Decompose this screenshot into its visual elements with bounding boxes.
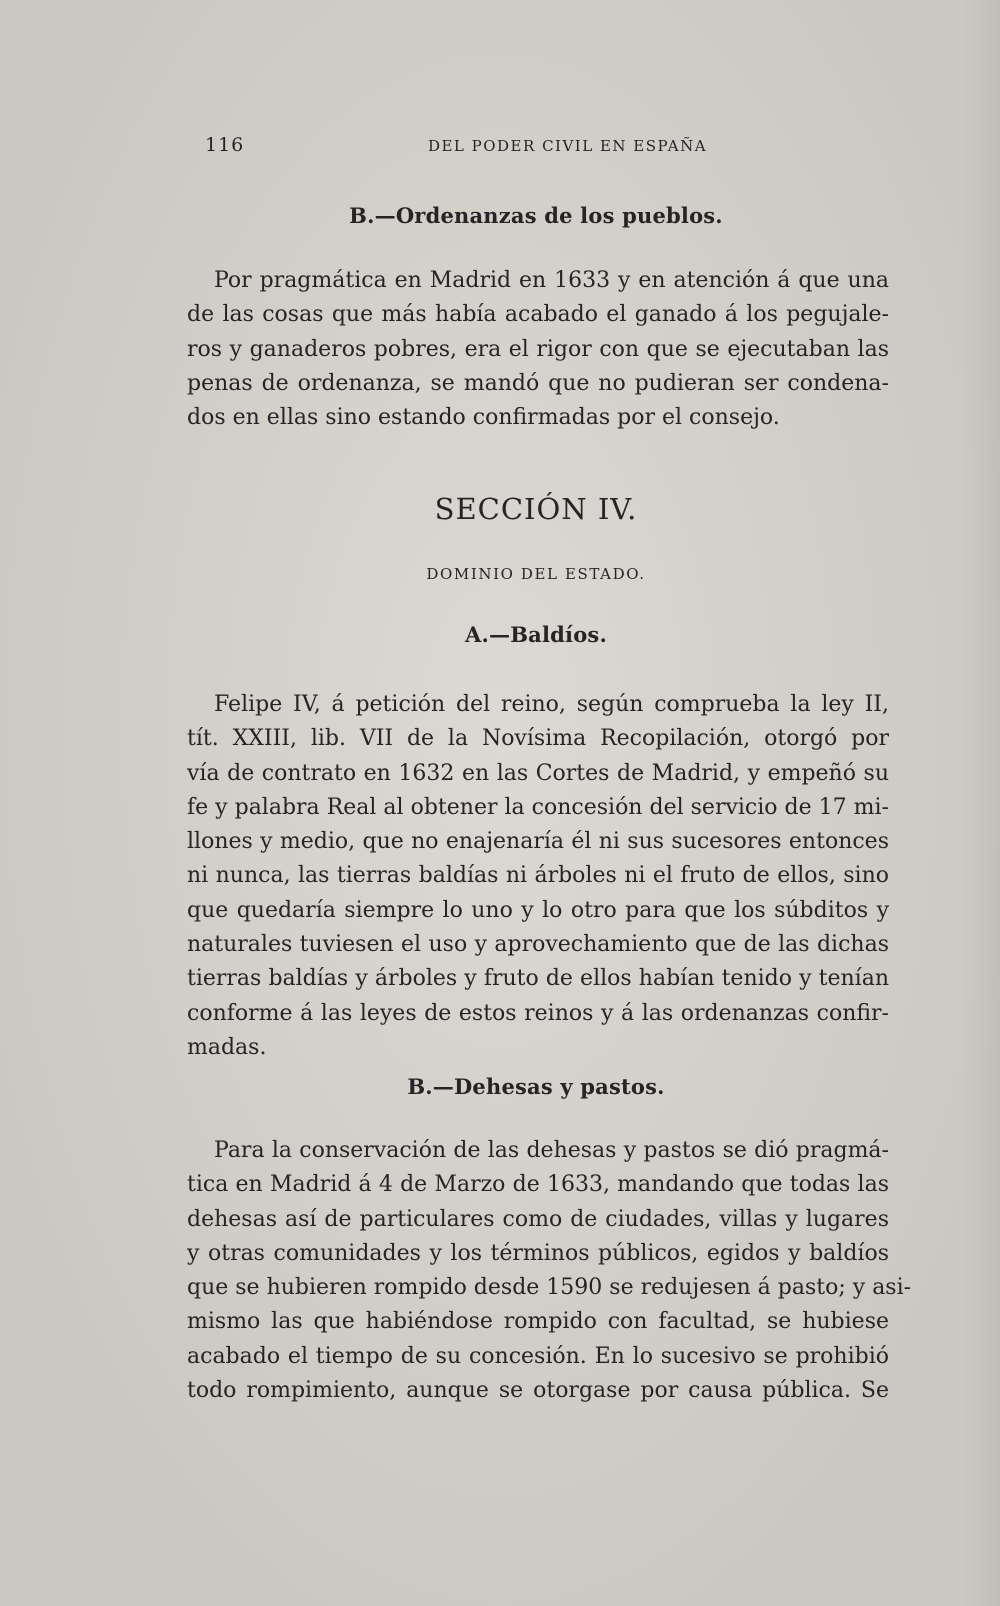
running-title: DEL PODER CIVIL EN ESPAÑA: [427, 137, 708, 155]
text-line: Para la conservación de las dehesas y pastos se dió pragmá-: [214, 1138, 889, 1163]
section-title: SECCIÓN IV.: [434, 492, 638, 526]
paragraph-pragmatica-1633: [187, 264, 889, 435]
text-line: naturales tuviesen el uso y aprovechamiento que de las dichas: [187, 932, 889, 958]
section-subtitle: DOMINIO DEL ESTADO.: [426, 565, 646, 583]
text-line: dehesas así de particulares como de ciudades, villas y lugares: [187, 1206, 889, 1232]
text-line: acabado el tiempo de su concesión. En lo sucesivo se prohibió: [187, 1343, 889, 1369]
text-line: de las cosas que más había acabado el ganado á los pegujale-: [187, 302, 889, 328]
text-line: dos en ellas sino estando confirmadas por el consejo.: [187, 405, 780, 431]
text-line: tica en Madrid á 4 de Marzo de 1633, mandando que todas las: [187, 1172, 889, 1198]
text-line: conforme á las leyes de estos reinos y á las ordenanzas confir-: [187, 1000, 889, 1026]
text-line: ni nunca, las tierras baldías ni árboles ni el fruto de ellos, sino: [187, 863, 889, 889]
running-head: [205, 134, 890, 158]
text-line: todo rompimiento, aunque se otorgase por causa pública. Se: [187, 1378, 889, 1404]
heading-ordenanzas: B.—Ordenanzas de los pueblos.: [349, 203, 723, 228]
text-line: Por pragmática en Madrid en 1633 y en atención á que una: [214, 268, 889, 293]
paragraph-felipe-iv: [187, 688, 889, 1065]
paragraph-dehesas-pastos: [187, 1134, 912, 1408]
text-line: que se hubieren rompido desde 1590 se redujesen á pasto; y asi-: [187, 1275, 912, 1301]
text-line: penas de ordenanza, se mandó que no pudieran ser condena-: [187, 370, 889, 396]
page-edge-shadow: [960, 0, 1000, 1606]
text-line: que quedaría siempre lo uno y lo otro para que los súbditos y: [187, 897, 889, 923]
text-line: mismo las que habiéndose rompido con facultad, se hubiese: [187, 1309, 889, 1335]
heading-dehesas: B.—Dehesas y pastos.: [407, 1074, 665, 1099]
text-line: llones y medio, que no enajenaría él ni sus sucesores entonces: [187, 829, 889, 855]
text-line: madas.: [187, 1034, 267, 1060]
text-line: tierras baldías y árboles y fruto de ellos habían tenido y tenían: [187, 966, 889, 992]
text-line: Felipe IV, á petición del reino, según comprueba la ley II,: [214, 692, 889, 717]
text-line: y otras comunidades y los términos públicos, egidos y baldíos: [187, 1240, 889, 1266]
text-line: tít. XXIII, lib. VII de la Novísima Recopilación, otorgó por: [187, 726, 889, 752]
text-line: ros y ganaderos pobres, era el rigor con que se ejecutaban las: [187, 336, 889, 362]
text-line: vía de contrato en 1632 en las Cortes de Madrid, y empeñó su: [187, 760, 889, 786]
text-line: fe y palabra Real al obtener la concesión del servicio de 17 mi-: [187, 794, 889, 820]
page-number: 116: [205, 134, 245, 156]
heading-baldios: A.—Baldíos.: [465, 622, 607, 647]
